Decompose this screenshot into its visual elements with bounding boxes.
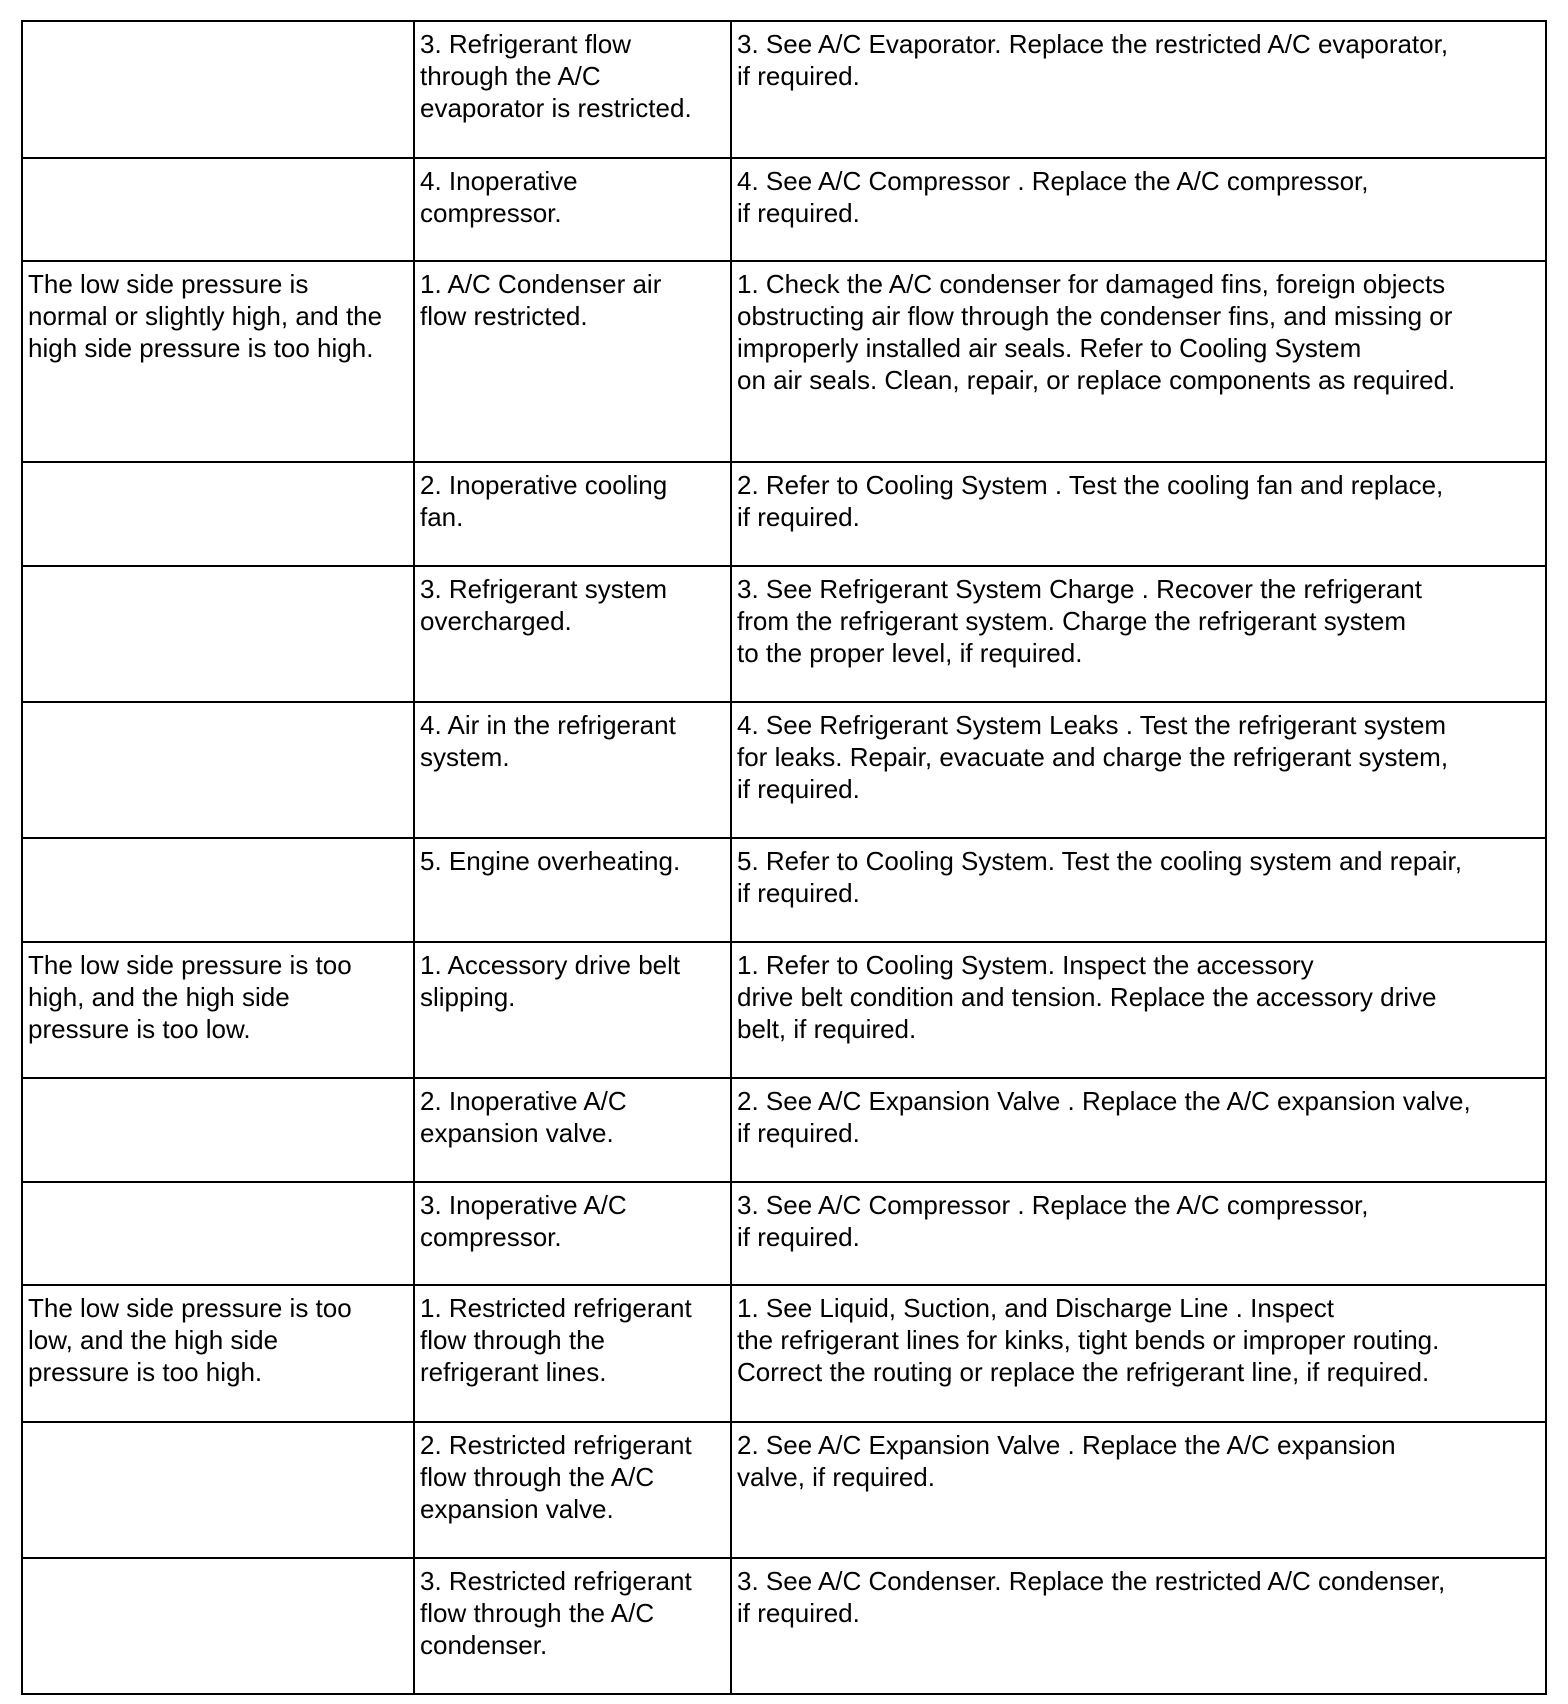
action-cell: 3. See A/C Condenser. Replace the restricted A/C condenser, if required.: [731, 1558, 1546, 1694]
table-row: [22, 702, 1546, 838]
action-cell: 2. Refer to Cooling System . Test the cooling fan and replace, if required.: [731, 462, 1546, 566]
cause-cell: 2. Restricted refrigerant flow through the A/C expansion valve.: [414, 1422, 731, 1558]
diagnostic-table: [21, 20, 1547, 1695]
cause-cell: 1. Accessory drive belt slipping.: [414, 942, 731, 1078]
table-row: [22, 1285, 1546, 1422]
condition-cell: [22, 1422, 414, 1558]
cause-cell: 4. Inoperative compressor.: [414, 158, 731, 261]
cause-cell: 2. Inoperative cooling fan.: [414, 462, 731, 566]
condition-cell: [22, 702, 414, 838]
cause-cell: 2. Inoperative A/C expansion valve.: [414, 1078, 731, 1182]
cause-cell: 3. Restricted refrigerant flow through the A/C condenser.: [414, 1558, 731, 1694]
condition-cell: [22, 1558, 414, 1694]
cause-cell: 3. Refrigerant system overcharged.: [414, 566, 731, 702]
condition-cell: [22, 1078, 414, 1182]
action-cell: 2. See A/C Expansion Valve . Replace the A/C expansion valve, if required.: [731, 1078, 1546, 1182]
action-cell: 1. Refer to Cooling System. Inspect the accessory drive belt condition and tension. Replace the accessory drive belt, if required.: [731, 942, 1546, 1078]
cause-cell: 3. Refrigerant flow through the A/C evaporator is restricted.: [414, 21, 731, 158]
table-row: [22, 1558, 1546, 1694]
condition-cell: [22, 566, 414, 702]
table-row: [22, 261, 1546, 462]
condition-cell: [22, 462, 414, 566]
action-cell: 4. See Refrigerant System Leaks . Test the refrigerant system for leaks. Repair, evacuate and charge the refrigerant system, if required.: [731, 702, 1546, 838]
table-row: [22, 1422, 1546, 1558]
condition-cell: [22, 1182, 414, 1285]
condition-cell: [22, 158, 414, 261]
table-row: [22, 566, 1546, 702]
table-row: [22, 21, 1546, 158]
table-row: [22, 1078, 1546, 1182]
table-row: [22, 1182, 1546, 1285]
cause-cell: 5. Engine overheating.: [414, 838, 731, 942]
table-row: [22, 462, 1546, 566]
table-row: [22, 838, 1546, 942]
action-cell: 5. Refer to Cooling System. Test the cooling system and repair, if required.: [731, 838, 1546, 942]
cause-cell: 3. Inoperative A/C compressor.: [414, 1182, 731, 1285]
cause-cell: 1. Restricted refrigerant flow through the refrigerant lines.: [414, 1285, 731, 1422]
action-cell: 4. See A/C Compressor . Replace the A/C compressor, if required.: [731, 158, 1546, 261]
condition-cell: The low side pressure is normal or slightly high, and the high side pressure is too high.: [22, 261, 414, 462]
table-row: [22, 942, 1546, 1078]
action-cell: 1. Check the A/C condenser for damaged fins, foreign objects obstructing air flow through the condenser fins, and missing or improperly installed air seals. Refer to Cooling System on air seals. Clean, repair, or replace components as required.: [731, 261, 1546, 462]
action-cell: 3. See Refrigerant System Charge . Recover the refrigerant from the refrigerant system. Charge the refrigerant system to the proper level, if required.: [731, 566, 1546, 702]
action-cell: 3. See A/C Compressor . Replace the A/C compressor, if required.: [731, 1182, 1546, 1285]
action-cell: 3. See A/C Evaporator. Replace the restricted A/C evaporator, if required.: [731, 21, 1546, 158]
action-cell: 1. See Liquid, Suction, and Discharge Line . Inspect the refrigerant lines for kinks, tight bends or improper routing. Correct the routing or replace the refrigerant line, if required.: [731, 1285, 1546, 1422]
condition-cell: The low side pressure is too low, and the high side pressure is too high.: [22, 1285, 414, 1422]
table-row: [22, 158, 1546, 261]
condition-cell: The low side pressure is too high, and the high side pressure is too low.: [22, 942, 414, 1078]
cause-cell: 4. Air in the refrigerant system.: [414, 702, 731, 838]
condition-cell: [22, 21, 414, 158]
condition-cell: [22, 838, 414, 942]
cause-cell: 1. A/C Condenser air flow restricted.: [414, 261, 731, 462]
action-cell: 2. See A/C Expansion Valve . Replace the A/C expansion valve, if required.: [731, 1422, 1546, 1558]
